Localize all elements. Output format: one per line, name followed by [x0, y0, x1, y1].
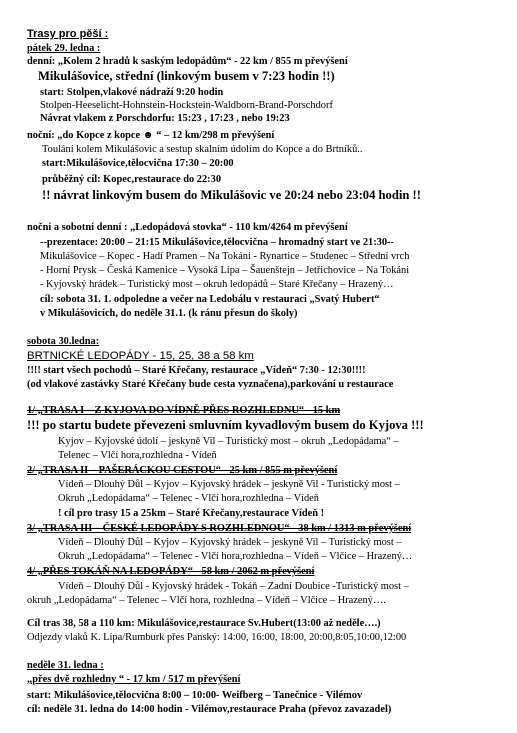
route-title-friday-night: noční: „do Kopce z kopce ☻ “ – 12 km/298 m převýšení — [27, 130, 275, 141]
route-return: !! návrat linkovým busem do Mikulášovic ve 20:24 nebo 23:04 hodin !! — [42, 188, 421, 202]
route-finish: cíl: sobota 31. 1. odpoledne a večer na Ledobálu v restauraci „Svatý Hubert“ — [40, 294, 380, 305]
route-path: Vídeň – Dlouhý Důl - Kyjovský hrádek - Tokáň – Zadní Doubice -Turistický most – — [58, 581, 409, 592]
route-registration: --prezentace: 20:00 – 21:15 Mikulášovice,tělocvična – hromadný start ve 21:30-- — [40, 237, 394, 248]
route-title-friday-day: denní: „Kolem 2 hradů k saským ledopádům“ - 22 km / 855 m převýšení — [27, 56, 348, 67]
route-path: okruh „Ledopádama“ – Telenec – Vlčí hora, rozhledna – Vídeň – Vlčice – Hrazený…. — [27, 595, 386, 606]
route-finish: cíl: neděle 31. ledna do 14:00 hodin - Vilémov,restaurace Praha (převoz zavazadel) — [27, 704, 392, 715]
route-finish: v Mikulášovicích, do neděle 31.1. (k ránu přesun do školy) — [40, 308, 298, 319]
route-path: Vídeň – Dlouhý Důl – Kyjov – Kyjovský hrádek – jeskyně Vil – Turistický most – — [58, 537, 402, 548]
route-path: Okruh „Ledopádama“ – Telenec - Vlčí hora,rozhledna – Vídeň — [58, 493, 319, 504]
event-note: (od vlakové zastávky Staré Křečany bude cesta vyznačena),parkování u restaurace — [27, 379, 394, 390]
finish-info: Cíl tras 38, 58 a 110 km: Mikulášovice,restaurace Sv.Hubert(13:00 až neděle….) — [27, 618, 381, 629]
route-path: Mikulášovice – Kopec - Hadí Pramen – Na Tokáni - Rynartice – Studenec – Střední vrch — [40, 251, 410, 262]
route-path: Stolpen-Heeselicht-Hohnstein-Hockstein-Waldborn-Brand-Porschdorf — [40, 100, 333, 111]
route-1-note: !!! po startu budete převezeni smluvním kyvadlovým busem do Kyjova !!! — [27, 418, 424, 432]
route-start: start:Mikulášovice,tělocvična 17:30 – 20:00 — [42, 158, 234, 169]
day-heading-friday: pátek 29. ledna : — [27, 43, 101, 54]
doc-title: Trasy pro pěší : — [27, 28, 109, 40]
route-path: Telenec – Vlčí hora,rozhledna - Vídeň — [58, 450, 217, 461]
route-return: Návrat vlakem z Porschdorfu: 15:23 , 17:23 , nebo 19:23 — [40, 113, 290, 124]
route-3-title: 3/ „TRASA III – ČESKÉ LEDOPÁDY S ROZHLEDNOU“ - 38 km / 1313 m převýšení — [27, 523, 412, 534]
route-checkpoint: průběžný cíl: Kopec,restaurace do 22:30 — [42, 174, 222, 185]
route-start: start: Stolpen,vlakové nádraží 9:20 hodin — [40, 87, 224, 98]
event-title: BRTNICKÉ LEDOPÁDY - 15, 25, 38 a 58 km — [27, 350, 254, 362]
train-departures: Odjezdy vlaků K. Lípa/Rumburk přes Panský: 14:00, 16:00, 18:00, 20:00,8:05,10:00,12:00 — [27, 632, 407, 643]
day-heading-saturday: sobota 30.ledna: — [27, 336, 100, 347]
route-start: start: Mikulášovice,tělocvična 8:00 – 10:00- Weifberg – Tanečnice - Vilémov — [27, 690, 363, 701]
route-2-title: 2/ „TRASA II – PAŠERÁCKOU CESTOU“ - 25 km / 855 m převýšení — [27, 465, 338, 476]
route-note: Mikulášovice, střední (linkovým busem v 7:23 hodin !!) — [38, 69, 335, 83]
event-start: !!!! start všech pochodů – Staré Křečany, restaurace „Vídeň“ 7:30 - 12:30!!!! — [27, 365, 366, 376]
route-path: - Horní Prysk – Česká Kamenice – Vysoká Lípa – Šauenštejn – Jetřichovice – Na Tokáni — [40, 265, 410, 276]
route-finish: ! cíl pro trasy 15 a 25km – Staré Křečany,restaurace Vídeň ! — [58, 508, 325, 519]
route-path: Kyjov – Kyjovské údolí – jeskyně Vil – Turistický most – okruh „Ledopádama“ – — [58, 436, 399, 447]
route-description: Toulání kolem Mikulášovic a sestup skalním údolím do Kopce a do Brtníků.. — [42, 144, 363, 155]
route-4-title: 4/ „PŘES TOKÁŇ NA LEDOPÁDY“ - 58 km / 2062 m převýšení — [27, 566, 315, 577]
day-heading-sunday: neděle 31. ledna : — [27, 660, 104, 671]
route-title-sunday: „přes dvě rozhledny “ - 17 km / 517 m převýšení — [27, 674, 241, 685]
route-path: - Kyjovský hrádek – Turistický most – okruh ledopádů – Staré Křečany – Hrazený… — [40, 279, 394, 290]
route-1-title: 1/ „TRASA I – Z KYJOVA DO VÍDNĚ PŘES ROZHLEDNU“ - 15 km — [27, 405, 341, 416]
route-path: Okruh „Ledopádama“ – Telenec - Vlčí hora,rozhledna – Vídeň – Vlčice – Hrazený… — [58, 551, 413, 562]
route-path: Vídeň – Dlouhý Důl – Kyjov – Kyjovský hrádek – jeskyně Vil - Turistický most – — [58, 479, 400, 490]
route-title-stovka: noční a sobotní denní : „Ledopádová stovka“ - 110 km/4264 m převýšení — [27, 222, 348, 233]
